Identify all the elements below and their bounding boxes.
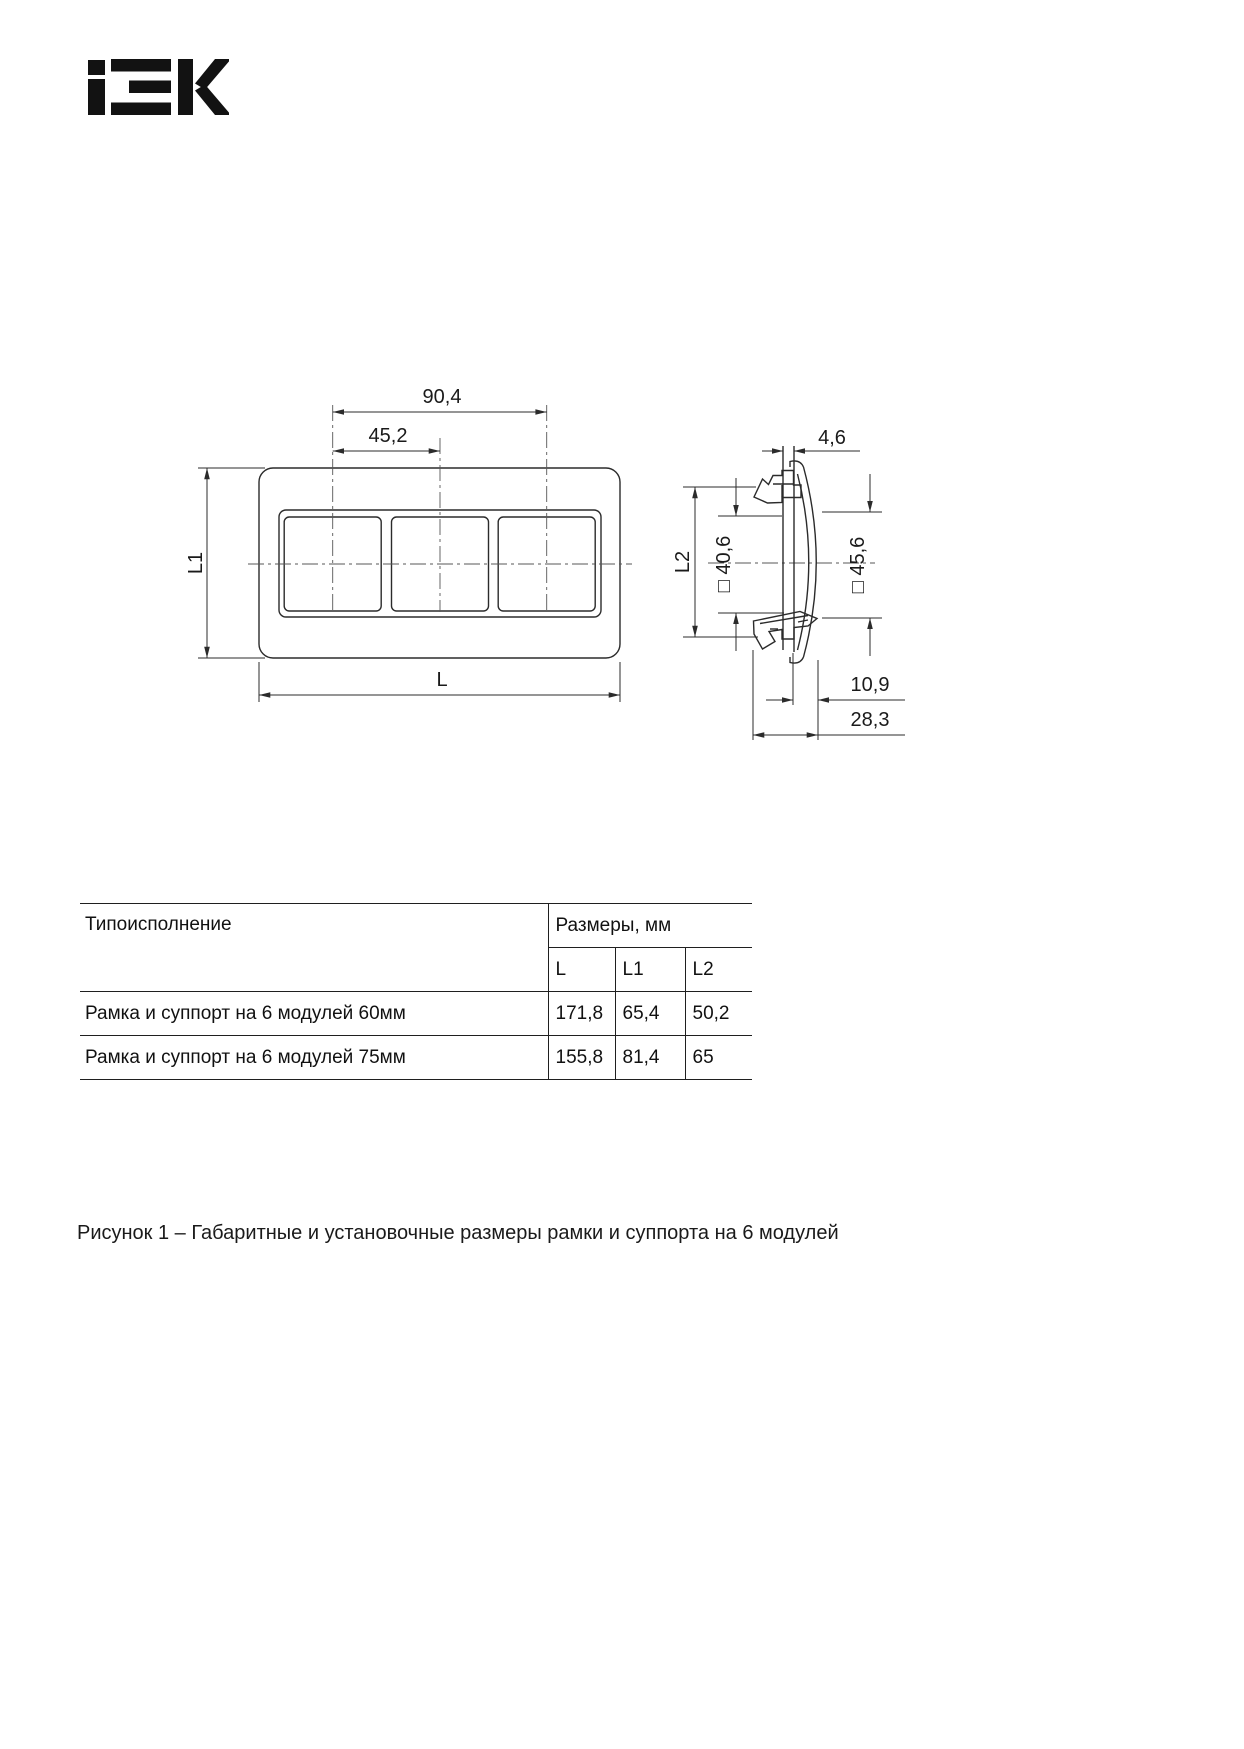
frame-face-inner (798, 474, 809, 650)
table-col-L: L (548, 948, 615, 992)
dim-label-28-3: 28,3 (850, 709, 890, 731)
row-L-cell: 171,8 (548, 992, 615, 1036)
row-type-cell: Рамка и суппорт на 6 модулей 75мм (80, 1036, 548, 1080)
logo-k-stem (178, 59, 193, 115)
logo-k-upper-leg (195, 59, 229, 90)
side-view-dimensions (672, 427, 905, 740)
dim-label-45-2: 45,2 (368, 425, 408, 447)
dim-label-4-6: 4,6 (818, 427, 846, 449)
figure-caption: Рисунок 1 – Габаритные и установочные размеры рамки и суппорта на 6 модулей (77, 1222, 839, 1244)
row-L1-cell: 81,4 (615, 1036, 685, 1080)
dim-label-10-9: 10,9 (850, 674, 890, 696)
logo-e-bottom-bar (111, 103, 171, 116)
dim-label-45-6: □ 45,6 (847, 536, 869, 594)
dim-label-L2: L2 (672, 550, 694, 574)
front-view (248, 405, 632, 658)
technical-drawing (170, 350, 950, 760)
table-col-L2: L2 (685, 948, 752, 992)
frame-face-outer (804, 467, 817, 657)
dim-label-L1: L1 (185, 551, 207, 575)
row-type-cell: Рамка и суппорт на 6 модулей 60мм (80, 992, 548, 1036)
bottom-latch-detail (798, 620, 808, 622)
logo-i-stem (88, 79, 105, 115)
table-header-sizes: Размеры, мм (548, 904, 752, 948)
logo-e-top-bar (111, 59, 171, 72)
table-header-row (80, 904, 752, 948)
logo-e-mid-bar (129, 81, 171, 94)
logo-i-dot (88, 60, 105, 75)
dim-label-L: L (436, 669, 448, 691)
frame-top-hook (790, 461, 804, 467)
bottom-latch-detail (760, 616, 808, 624)
dimensions-table (80, 903, 752, 1080)
row-L-cell: 155,8 (548, 1036, 615, 1080)
iek-logo (88, 59, 229, 116)
table-row (80, 992, 752, 1036)
row-L1-cell: 65,4 (615, 992, 685, 1036)
table-header-type: Типоисполнение (85, 914, 232, 935)
dim-label-90-4: 90,4 (422, 386, 462, 408)
dim-label-40-6: □ 40,6 (713, 535, 735, 593)
row-L2-cell: 50,2 (685, 992, 752, 1036)
table-row (80, 1036, 752, 1080)
table-col-L1: L1 (615, 948, 685, 992)
logo-k-lower-leg (195, 85, 229, 116)
frame-outline (259, 468, 620, 658)
frame-bottom-hook (790, 657, 804, 663)
front-view-dimensions (185, 386, 620, 702)
row-L2-cell: 65 (685, 1036, 752, 1080)
